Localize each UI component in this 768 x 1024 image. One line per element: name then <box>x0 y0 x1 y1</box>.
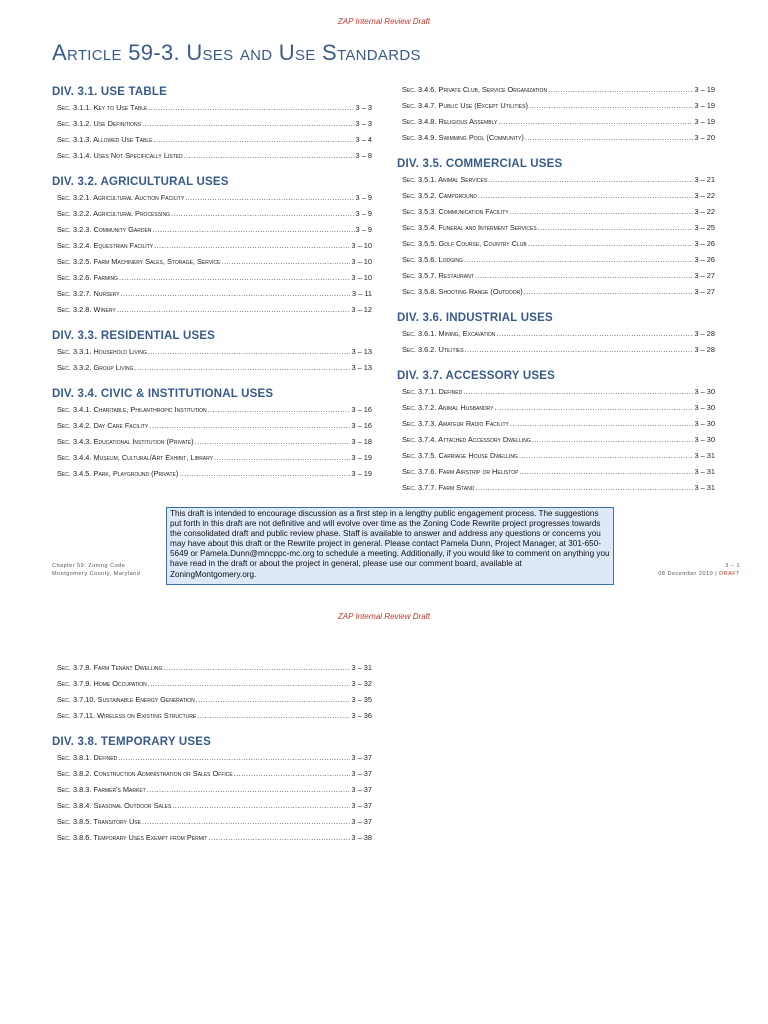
dot-leader <box>475 480 693 496</box>
dot-leader <box>465 342 694 358</box>
dot-leader <box>496 326 693 342</box>
toc-entry-label: Sec. 3.7.3. Amateur Radio Facility <box>402 419 509 428</box>
toc-entry-label: Sec. 3.3.1. Household Living <box>57 347 147 356</box>
dot-leader <box>525 130 694 146</box>
toc-entry-label: Sec. 3.8.4. Seasonal Outdoor Sales <box>57 801 172 810</box>
toc-entry[interactable] <box>397 252 715 268</box>
toc-entry[interactable] <box>52 302 372 318</box>
toc-entry-page: 3 – 4 <box>355 135 372 144</box>
toc-entry[interactable] <box>397 114 715 130</box>
toc-page2-column <box>52 660 372 846</box>
toc-entry-label: Sec. 3.2.5. Farm Machinery Sales, Storage, Service <box>57 257 221 266</box>
division-heading: DIV. 3.5. COMMERCIAL USES <box>397 158 563 170</box>
toc-entry-page: 3 – 9 <box>355 193 372 202</box>
toc-entry-page: 3 – 31 <box>694 467 715 476</box>
toc-entry-label: Sec. 3.4.8. Religious Assembly <box>402 117 498 126</box>
toc-entry-page: 3 – 26 <box>694 255 715 264</box>
toc-entry-page: 3 – 16 <box>351 421 372 430</box>
toc-entry-page: 3 – 25 <box>694 223 715 232</box>
toc-entry-label: Sec. 3.6.1. Mining, Excavation <box>402 329 496 338</box>
toc-entry-page: 3 – 27 <box>694 287 715 296</box>
toc-entry-page: 3 – 3 <box>355 103 372 112</box>
dot-leader <box>153 132 354 148</box>
dot-leader <box>148 676 351 692</box>
toc-entry-label: Sec. 3.4.7. Public Use (Except Utilities) <box>402 101 528 110</box>
toc-entry-label: Sec. 3.2.4. Equestrian Facility <box>57 241 154 250</box>
dot-leader <box>171 206 355 222</box>
toc-entry-page: 3 – 3 <box>355 119 372 128</box>
toc-entry-label: Sec. 3.8.6. Temporary Uses Exempt from Permit <box>57 833 208 842</box>
toc-entry[interactable] <box>397 342 715 358</box>
division-heading: DIV. 3.1. USE TABLE <box>52 86 167 98</box>
dot-leader <box>196 692 351 708</box>
toc-right-column <box>397 82 715 496</box>
toc-entry[interactable] <box>397 464 715 480</box>
dot-leader <box>119 270 350 286</box>
footer-page-info <box>658 562 740 578</box>
toc-entry-label: Sec. 3.5.5. Golf Course, Country Club <box>402 239 527 248</box>
dot-leader <box>214 450 350 466</box>
toc-entry-page: 3 – 38 <box>351 833 372 842</box>
toc-entry-page: 3 – 13 <box>351 363 372 372</box>
toc-entry-page: 3 – 19 <box>351 453 372 462</box>
dot-leader <box>548 82 693 98</box>
toc-entry-page: 3 – 20 <box>694 133 715 142</box>
dot-leader <box>519 448 694 464</box>
toc-entry-page: 3 – 28 <box>694 329 715 338</box>
page-title: Article 59-3. Uses and Use Standards <box>52 40 421 65</box>
toc-entry-page: 3 – 37 <box>351 785 372 794</box>
toc-entry-label: Sec. 3.1.2. Use Definitions <box>57 119 141 128</box>
footer-draft: DRAFT <box>719 571 740 577</box>
toc-entry-page: 3 – 31 <box>351 663 372 672</box>
toc-entry-label: Sec. 3.7.8. Farm Tenant Dwelling <box>57 663 163 672</box>
toc-entry[interactable] <box>52 100 372 116</box>
toc-entry[interactable] <box>397 480 715 496</box>
dot-leader <box>464 252 694 268</box>
toc-entry-label: Sec. 3.5.8. Shooting Range (Outdoor) <box>402 287 523 296</box>
toc-entry[interactable] <box>52 660 372 676</box>
dot-leader <box>179 466 350 482</box>
toc-left-column <box>52 84 372 482</box>
division-heading: DIV. 3.2. AGRICULTURAL USES <box>52 176 229 188</box>
draft-label-page2: ZAP Internal Review Draft <box>337 612 431 621</box>
toc-entry[interactable] <box>397 220 715 236</box>
toc-entry[interactable] <box>52 132 372 148</box>
toc-entry[interactable] <box>52 450 372 466</box>
footer-chapter <box>52 562 140 578</box>
toc-entry-page: 3 – 35 <box>351 695 372 704</box>
toc-entry[interactable] <box>52 222 372 238</box>
toc-entry-label: Sec. 3.5.6. Lodging <box>402 255 463 264</box>
toc-entry-label: Sec. 3.5.2. Campground <box>402 191 477 200</box>
dot-leader <box>118 750 350 766</box>
toc-entry[interactable] <box>397 172 715 188</box>
toc-entry-page: 3 – 37 <box>351 769 372 778</box>
division-heading: DIV. 3.3. RESIDENTIAL USES <box>52 330 216 342</box>
toc-entry-label: Sec. 3.2.3. Community Garden <box>57 225 152 234</box>
dot-leader <box>529 98 694 114</box>
toc-entry-page: 3 – 22 <box>694 191 715 200</box>
dot-leader <box>463 384 693 400</box>
toc-entry-page: 3 – 8 <box>355 151 372 160</box>
dot-leader <box>142 116 355 132</box>
dot-leader <box>208 830 350 846</box>
toc-entry-page: 3 – 31 <box>694 451 715 460</box>
toc-entry-label: Sec. 3.2.6. Farming <box>57 273 119 282</box>
toc-entry-label: Sec. 3.4.3. Educational Institution (Private) <box>57 437 194 446</box>
toc-entry-label: Sec. 3.4.5. Park, Playground (Private) <box>57 469 179 478</box>
toc-entry-page: 3 – 21 <box>694 175 715 184</box>
toc-entry[interactable] <box>397 448 715 464</box>
toc-entry-label: Sec. 3.1.1. Key to Use Table <box>57 103 148 112</box>
toc-entry-label: Sec. 3.4.6. Private Club, Service Organization <box>402 85 548 94</box>
dot-leader <box>519 464 693 480</box>
dot-leader <box>532 432 694 448</box>
dot-leader <box>185 190 354 206</box>
toc-entry-label: Sec. 3.4.1. Charitable, Philanthropic Institution <box>57 405 207 414</box>
toc-entry[interactable] <box>52 270 372 286</box>
toc-entry[interactable] <box>397 236 715 252</box>
footer-date-line <box>658 570 740 578</box>
dot-leader <box>524 284 694 300</box>
dot-leader <box>498 114 693 130</box>
division-heading: DIV. 3.6. INDUSTRIAL USES <box>397 312 553 324</box>
toc-entry-label: Sec. 3.4.2. Day Care Facility <box>57 421 149 430</box>
toc-entry-page: 3 – 19 <box>694 101 715 110</box>
toc-entry[interactable] <box>397 82 715 98</box>
toc-entry-label: Sec. 3.8.2. Construction Administration or Sales Office <box>57 769 233 778</box>
dot-leader <box>135 360 351 376</box>
toc-entry[interactable] <box>397 268 715 284</box>
dot-leader <box>222 254 351 270</box>
toc-entry[interactable] <box>397 326 715 342</box>
toc-entry[interactable] <box>52 254 372 270</box>
toc-entry-label: Sec. 3.7.9. Home Occupation <box>57 679 147 688</box>
toc-entry[interactable] <box>397 204 715 220</box>
toc-entry-page: 3 – 26 <box>694 239 715 248</box>
toc-entry[interactable] <box>52 148 372 164</box>
dot-leader <box>152 222 354 238</box>
toc-entry-page: 3 – 13 <box>351 347 372 356</box>
toc-entry[interactable] <box>52 782 372 798</box>
toc-entry-label: Sec. 3.7.10. Sustainable Energy Generation <box>57 695 195 704</box>
toc-entry[interactable] <box>52 206 372 222</box>
toc-entry[interactable] <box>397 416 715 432</box>
dot-leader <box>494 400 693 416</box>
dot-leader <box>154 238 350 254</box>
toc-entry-page: 3 – 12 <box>351 305 372 314</box>
toc-entry[interactable] <box>52 360 372 376</box>
toc-entry[interactable] <box>52 402 372 418</box>
toc-entry-page: 3 – 37 <box>351 753 372 762</box>
dot-leader <box>163 660 350 676</box>
toc-entry-label: Sec. 3.2.2. Agricultural Processing <box>57 209 170 218</box>
toc-entry-label: Sec. 3.7.11. Wireless on Existing Structure <box>57 711 197 720</box>
toc-entry-page: 3 – 31 <box>694 483 715 492</box>
toc-entry-label: Sec. 3.3.2. Group Living <box>57 363 134 372</box>
toc-entry[interactable] <box>397 432 715 448</box>
toc-entry-page: 3 – 28 <box>694 345 715 354</box>
toc-entry-label: Sec. 3.5.3. Communication Facility <box>402 207 509 216</box>
toc-entry-label: Sec. 3.2.8. Winery <box>57 305 116 314</box>
dot-leader <box>142 814 350 830</box>
toc-entry-page: 3 – 9 <box>355 209 372 218</box>
toc-entry-page: 3 – 10 <box>351 241 372 250</box>
dot-leader <box>478 188 694 204</box>
toc-entry-page: 3 – 30 <box>694 403 715 412</box>
division-heading: DIV. 3.4. CIVIC & INSTITUTIONAL USES <box>52 388 274 400</box>
toc-entry[interactable] <box>52 238 372 254</box>
toc-entry[interactable] <box>52 766 372 782</box>
footer-chapter-line2: Montgomery County, Maryland <box>52 571 141 577</box>
dot-leader <box>208 402 351 418</box>
toc-entry[interactable] <box>52 814 372 830</box>
dot-leader <box>475 268 694 284</box>
toc-entry[interactable] <box>397 188 715 204</box>
toc-entry[interactable] <box>52 286 372 302</box>
dot-leader <box>148 100 354 116</box>
toc-entry-label: Sec. 3.7.6. Farm Airstrip or Helistop <box>402 467 519 476</box>
toc-entry[interactable] <box>52 190 372 206</box>
toc-entry-page: 3 – 37 <box>351 801 372 810</box>
toc-entry-label: Sec. 3.8.5. Transitory Use <box>57 817 141 826</box>
draft-label-top: ZAP Internal Review Draft <box>337 17 431 26</box>
dot-leader <box>538 220 694 236</box>
dot-leader <box>234 766 351 782</box>
dot-leader <box>147 782 351 798</box>
dot-leader <box>195 434 351 450</box>
draft-notice-box: This draft is intended to encourage discussion as a first step in a lengthy public engagement process. The suggestions put forth in this draft are not definitive and will evolve over time as the Zoning Code Rewrite project progresses towards the consolidated draft and public review phase. Staff is available to answer and address any questions or concerns you may have about this draft or the Rewrite project in general. Please contact Pamela Dunn, Project Manager, at 301-650-5649 or Pamela.Dunn@mncppc-mc.org to schedule a meeting. Additionally, if you would like to comment on anything you have read in the draft or about the project in general, please use our comment board, available at ZoningMontgomery.org. <box>166 507 614 585</box>
toc-entry-page: 3 – 11 <box>352 289 372 298</box>
toc-entry-label: Sec. 3.2.1. Agricultural Auction Facility <box>57 193 185 202</box>
toc-entry[interactable] <box>397 284 715 300</box>
toc-entry-label: Sec. 3.5.4. Funeral and Interment Services <box>402 223 537 232</box>
toc-entry-page: 3 – 30 <box>694 435 715 444</box>
toc-entry-label: Sec. 3.5.7. Restaurant <box>402 271 474 280</box>
toc-entry-label: Sec. 3.7.2. Animal Husbandry <box>402 403 494 412</box>
footer-separator: | <box>715 571 718 577</box>
toc-entry-label: Sec. 3.5.1. Animal Services <box>402 175 488 184</box>
footer-chapter-line1: Chapter 59: Zoning Code <box>52 563 126 569</box>
toc-entry-page: 3 – 10 <box>351 273 372 282</box>
dot-leader <box>117 302 351 318</box>
toc-entry[interactable] <box>52 434 372 450</box>
toc-entry-label: Sec. 3.2.7. Nursery <box>57 289 120 298</box>
toc-entry-page: 3 – 16 <box>351 405 372 414</box>
toc-entry[interactable] <box>52 750 372 766</box>
toc-entry[interactable] <box>397 384 715 400</box>
footer-page-number: 3 – 1 <box>725 563 740 569</box>
toc-entry-label: Sec. 3.8.3. Farmer's Market <box>57 785 146 794</box>
toc-entry-label: Sec. 3.7.5. Carriage House Dwelling <box>402 451 518 460</box>
toc-entry-page: 3 – 30 <box>694 387 715 396</box>
toc-entry-page: 3 – 22 <box>694 207 715 216</box>
toc-entry[interactable] <box>52 676 372 692</box>
toc-entry-label: Sec. 3.1.3. Allowed Use Table <box>57 135 153 144</box>
toc-entry-label: Sec. 3.4.9. Swimming Pool (Community) <box>402 133 524 142</box>
footer-date: 08 December 2010 <box>658 571 714 577</box>
dot-leader <box>488 172 693 188</box>
toc-entry-label: Sec. 3.4.4. Museum, Cultural/Art Exhibit, Library <box>57 453 213 462</box>
toc-entry-page: 3 – 10 <box>351 257 372 266</box>
toc-entry-page: 3 – 9 <box>355 225 372 234</box>
toc-entry-label: Sec. 3.7.7. Farm Stand <box>402 483 475 492</box>
dot-leader <box>510 416 694 432</box>
toc-entry-label: Sec. 3.7.1. Defined <box>402 387 463 396</box>
dot-leader <box>149 418 350 434</box>
dot-leader <box>184 148 355 164</box>
toc-entry[interactable] <box>52 418 372 434</box>
division-heading: DIV. 3.8. TEMPORARY USES <box>52 736 212 748</box>
toc-entry[interactable] <box>52 692 372 708</box>
toc-entry-page: 3 – 19 <box>694 85 715 94</box>
toc-entry-page: 3 – 30 <box>694 419 715 428</box>
toc-entry[interactable] <box>52 466 372 482</box>
dot-leader <box>528 236 694 252</box>
toc-entry[interactable] <box>52 708 372 724</box>
toc-entry-page: 3 – 36 <box>351 711 372 720</box>
division-heading: DIV. 3.7. ACCESSORY USES <box>397 370 555 382</box>
toc-entry[interactable] <box>52 116 372 132</box>
toc-entry[interactable] <box>397 98 715 114</box>
dot-leader <box>510 204 694 220</box>
dot-leader <box>148 344 351 360</box>
toc-entry-page: 3 – 32 <box>351 679 372 688</box>
toc-entry[interactable] <box>397 130 715 146</box>
toc-entry-page: 3 – 19 <box>694 117 715 126</box>
toc-entry[interactable] <box>52 830 372 846</box>
dot-leader <box>121 286 351 302</box>
toc-entry[interactable] <box>52 798 372 814</box>
toc-entry-page: 3 – 27 <box>694 271 715 280</box>
toc-entry-label: Sec. 3.7.4. Attached Accessory Dwelling <box>402 435 531 444</box>
toc-entry-label: Sec. 3.1.4. Uses Not Specifically Listed <box>57 151 183 160</box>
toc-entry[interactable] <box>52 344 372 360</box>
toc-entry-page: 3 – 37 <box>351 817 372 826</box>
toc-entry-label: Sec. 3.6.2. Utilities <box>402 345 464 354</box>
dot-leader <box>197 708 350 724</box>
dot-leader <box>172 798 350 814</box>
toc-entry-page: 3 – 18 <box>351 437 372 446</box>
toc-entry-page: 3 – 19 <box>351 469 372 478</box>
toc-entry-label: Sec. 3.8.1. Defined <box>57 753 118 762</box>
toc-entry[interactable] <box>397 400 715 416</box>
